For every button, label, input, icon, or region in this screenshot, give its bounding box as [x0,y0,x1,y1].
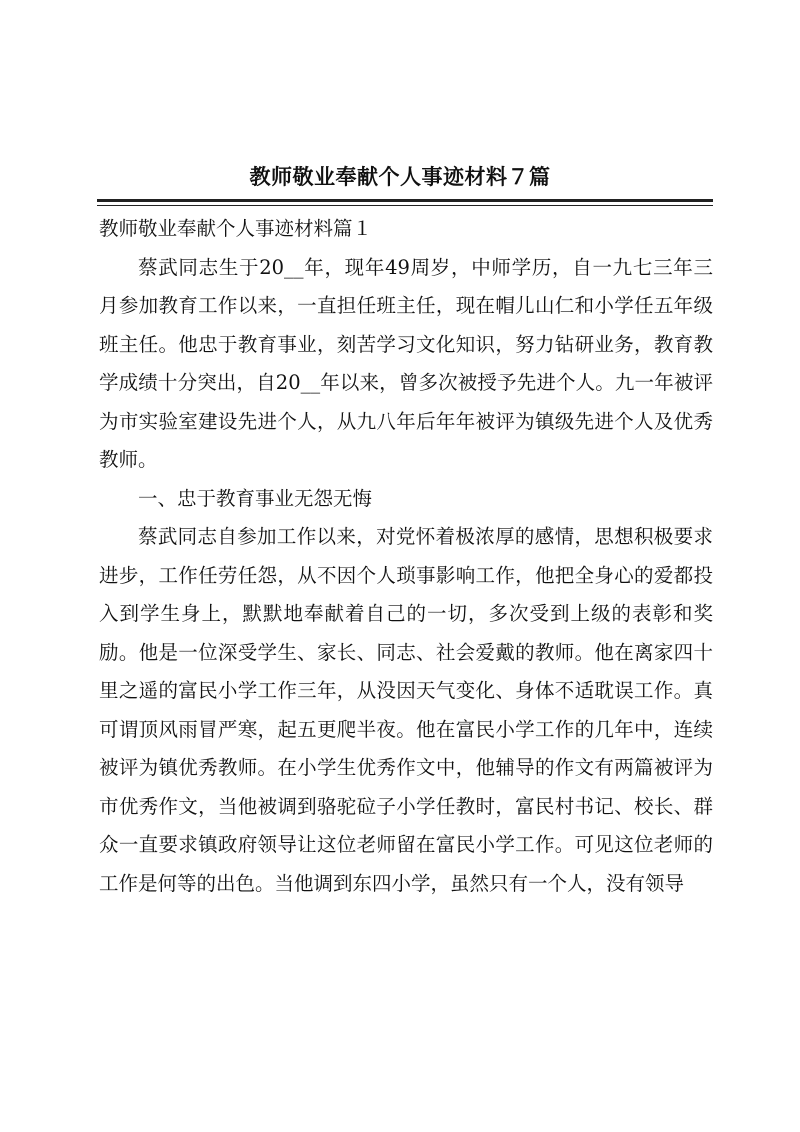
document-title: 教师敬业奉献个人事迹材料７篇 [249,164,551,189]
section-title: 教师敬业奉献个人事迹材料篇１ [99,217,373,240]
paragraph-intro: 蔡武同志生于20__年，现年49周岁，中师学历，自一九七三年三月参加教育工作以来，一直担任班主任，现在帽儿山仁和小学任五年级班主任。他忠于教育事业，刻苦学习文化知识，努力钻研业务，教育教学成绩十分突出，自20__年以来，曾多次被授予先进个人。九一年被评为市实验室建设先进个人，从九八年后年年被评为镇级先进个人及优秀教师。 [99,255,713,471]
title-rule-thin [97,205,713,206]
paragraph-body: 蔡武同志自参加工作以来，对党怀着极浓厚的感情，思想积极要求进步，工作任劳任怨，从不因个人琐事影响工作，他把全身心的爱都投入到学生身上，默默地奉献着自己的一切，多次受到上级的表彰和奖励。他是一位深受学生、家长、同志、社会爱戴的教师。他在离家四十里之遥的富民小学工作三年，从没因天气变化、身体不适耽误工作。真可谓顶风雨冒严寒，起五更爬半夜。他在富民小学工作的几年中，连续被评为镇优秀教师。在小学生优秀作文中，他辅导的作文有两篇被评为市优秀作文，当他被调到骆驼砬子小学任教时，富民村书记、校长、群众一直要求镇政府领导让这位老师留在富民小学工作。可见这位老师的工作是何等的出色。当他调到东四小学，虽然只有一个人，没有领导 [99,525,713,895]
document-body [99,210,713,903]
title-rule-thick [97,199,713,202]
subheading: 一、忠于教育事业无怨无悔 [138,486,373,510]
